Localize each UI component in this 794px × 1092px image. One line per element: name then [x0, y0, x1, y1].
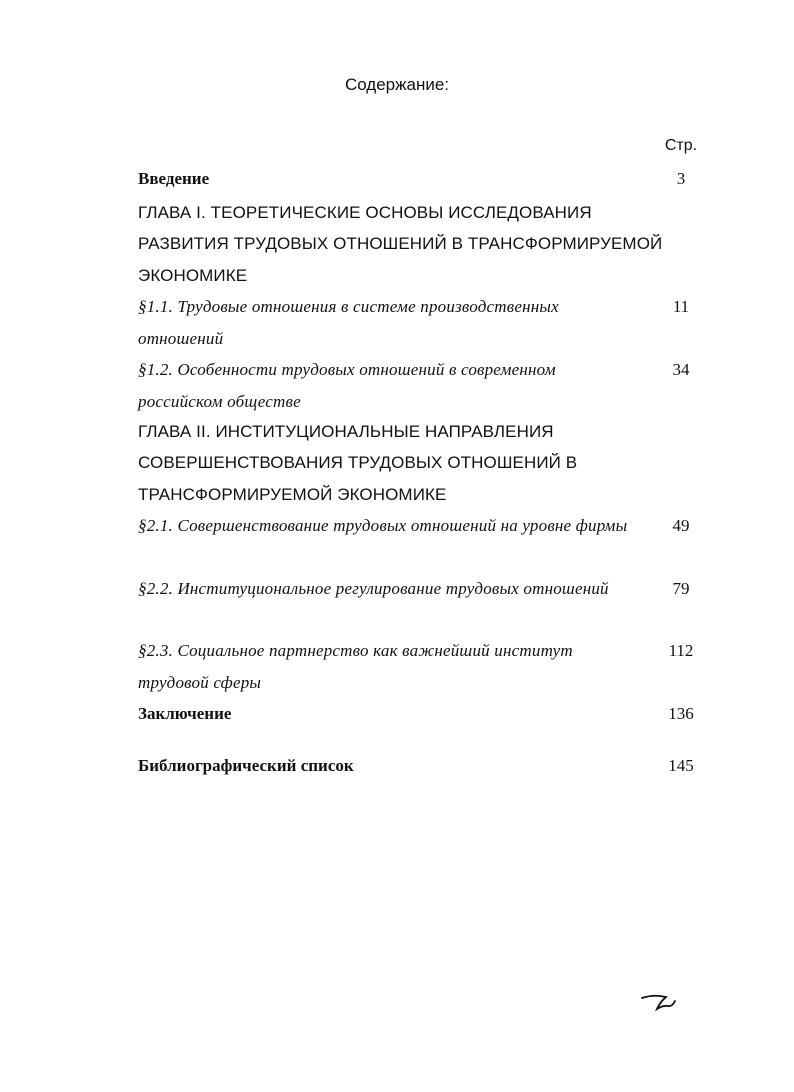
entry-title: ГЛАВА I. ТЕОРЕТИЧЕСКИЕ ОСНОВЫ ИССЛЕДОВАНИЯ РАЗВИТИЯ ТРУДОВЫХ ОТНОШЕНИЙ В ТРАНСФОРМИРУЕМОЙ ЭКОНОМИКЕ [138, 203, 663, 285]
entry-page: 3 [676, 169, 686, 188]
entry-title: §1.1. Трудовые отношения в системе производственных отношений [138, 297, 559, 348]
entry-title: Введение [138, 169, 210, 188]
entry-title: Заключение [138, 704, 232, 723]
entry-page: 145 [668, 756, 694, 775]
entry-page: 11 [672, 297, 690, 316]
entry-title: §1.2. Особенности трудовых отношений в современном российском обществе [138, 360, 556, 411]
entry-title: §2.3. Социальное партнерство как важнейший институт трудовой сферы [138, 641, 573, 692]
handwritten-page-mark-icon [636, 990, 682, 1020]
entry-title: §2.2. Институциональное регулирование трудовых отношений [138, 579, 609, 598]
entry-page: 79 [672, 579, 690, 598]
entry-title: ГЛАВА II. ИНСТИТУЦИОНАЛЬНЫЕ НАПРАВЛЕНИЯ СОВЕРШЕНСТВОВАНИЯ ТРУДОВЫХ ОТНОШЕНИЙ В ТРАНСФОРМИРУЕМОЙ ЭКОНОМИКЕ [138, 422, 578, 504]
page-title: Содержание: [344, 75, 450, 94]
entry-page: 49 [672, 516, 690, 535]
entry-page: 136 [668, 704, 694, 723]
entry-title: §2.1. Совершенствование трудовых отношений на уровне фирмы [138, 516, 628, 535]
entry-page: 112 [668, 641, 694, 660]
page-column-header: Стр. [664, 137, 698, 154]
entry-title: Библиографический список [138, 756, 354, 775]
entry-page: 34 [672, 360, 690, 379]
